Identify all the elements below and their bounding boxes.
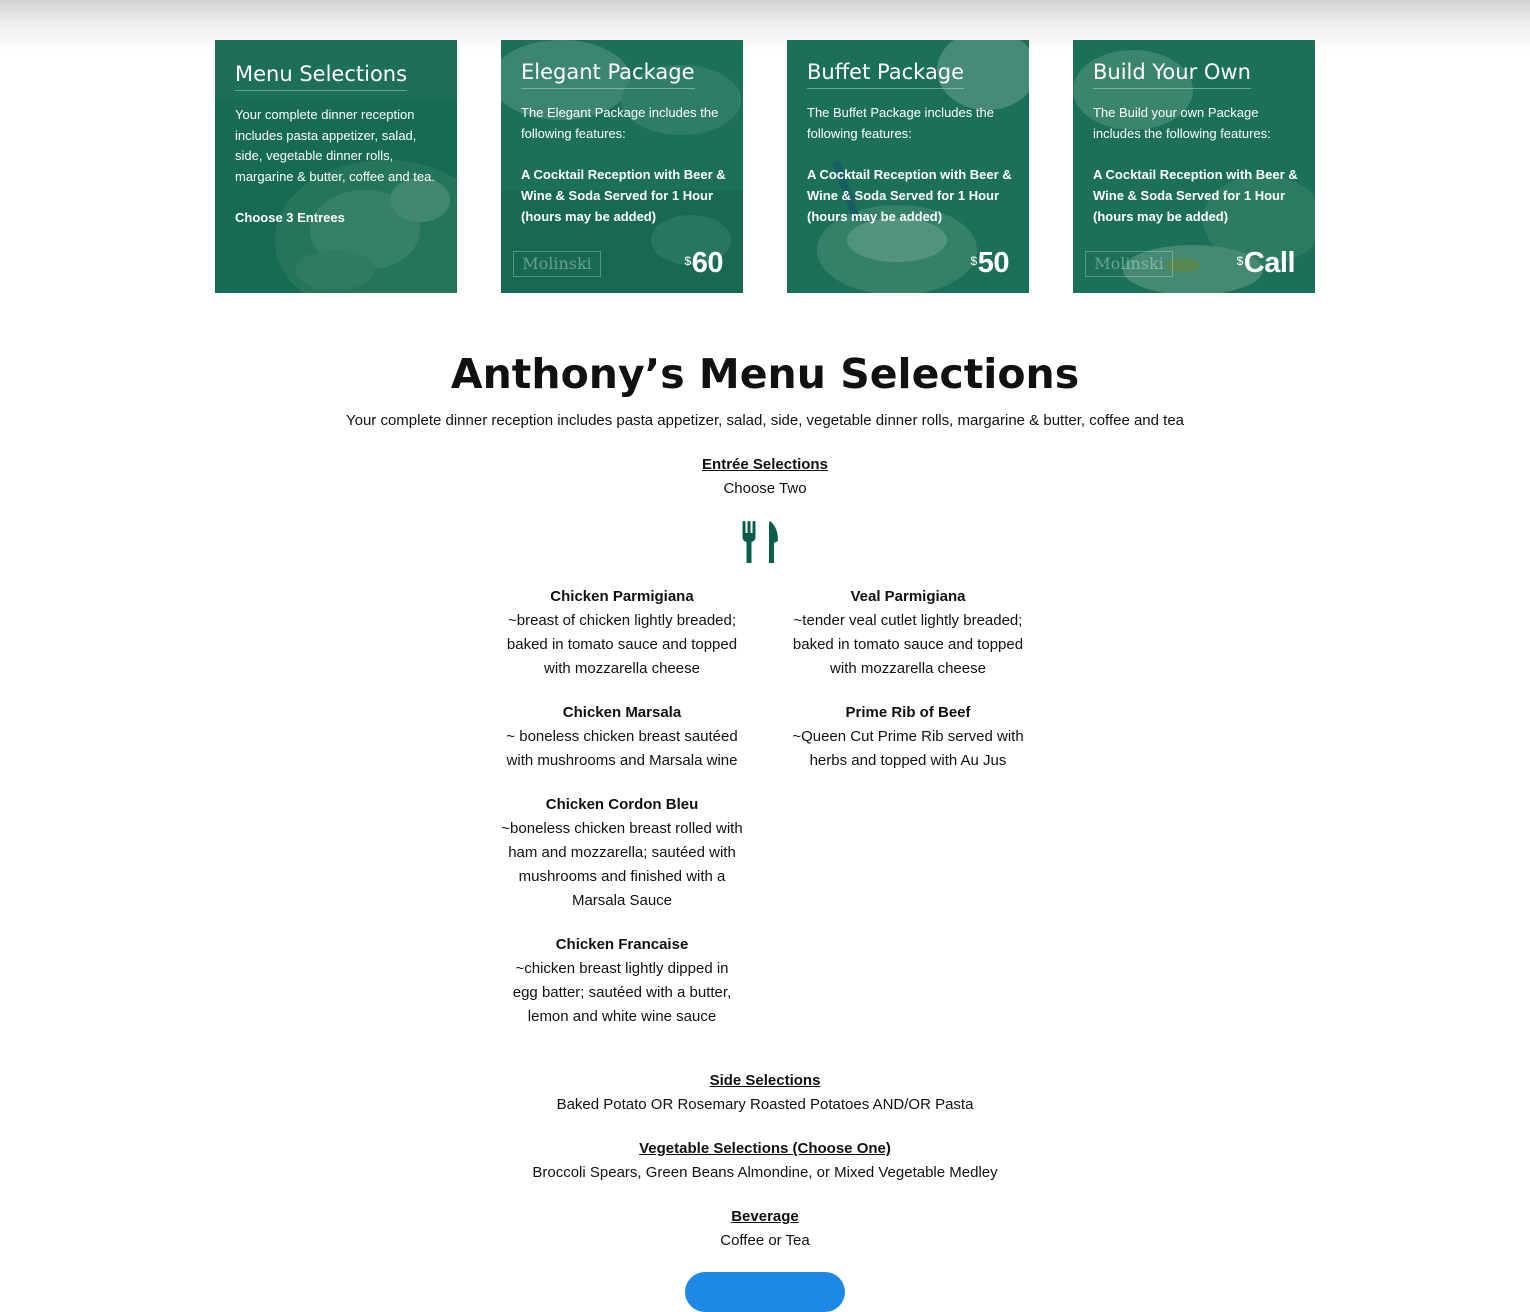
cta-button[interactable]	[685, 1272, 845, 1312]
beverage-heading: Beverage	[731, 1208, 799, 1225]
dish-description: ~tender veal cutlet lightly breaded; baked in tomato sauce and topped with mozzarella cheese	[792, 612, 1024, 677]
card-feature: Choose 3 Entrees	[235, 210, 345, 225]
card-description: Your complete dinner reception includes pasta appetizer, salad, side, vegetable dinner rolls, margarine & butter, coffee and tea.	[235, 107, 435, 184]
dish-item	[497, 701, 747, 773]
card-feature: A Cocktail Reception with Beer & Wine & Soda Served for 1 Hour (hours may be added)	[807, 167, 1012, 224]
card-elegant-package[interactable]	[501, 40, 743, 293]
card-price	[1237, 247, 1295, 279]
card-feature: A Cocktail Reception with Beer & Wine & Soda Served for 1 Hour (hours may be added)	[521, 167, 726, 224]
dish-description: ~breast of chicken lightly breaded; baked in tomato sauce and topped with mozzarella cheese	[506, 612, 738, 677]
card-content	[521, 58, 729, 227]
dish-name: Prime Rib of Beef	[845, 704, 971, 721]
card-description: The Buffet Package includes the following features:	[807, 105, 994, 141]
card-price	[685, 247, 723, 279]
dish-name: Chicken Parmigiana	[550, 588, 694, 605]
menu-intro: Your complete dinner reception includes pasta appetizer, salad, side, vegetable dinner rolls, margarine & butter, coffee and tea	[345, 412, 1185, 429]
dish-description: ~ boneless chicken breast sautéed with mushrooms and Marsala wine	[506, 728, 738, 769]
dish-name: Chicken Marsala	[562, 704, 682, 721]
card-build-your-own[interactable]	[1073, 40, 1315, 293]
card-feature: A Cocktail Reception with Beer & Wine & Soda Served for 1 Hour (hours may be added)	[1093, 167, 1298, 224]
card-content	[807, 58, 1015, 227]
vegetable-text: Broccoli Spears, Green Beans Almondine, or Mixed Vegetable Medley	[532, 1164, 998, 1181]
currency-symbol: $	[970, 254, 977, 268]
dish-name: Veal Parmigiana	[850, 588, 966, 605]
beverage-section	[0, 1205, 1530, 1253]
card-buffet-package[interactable]	[787, 40, 1029, 293]
beverage-text: Coffee or Tea	[720, 1232, 810, 1249]
card-menu-selections[interactable]	[215, 40, 457, 293]
dish-item	[783, 585, 1033, 681]
vegetable-heading: Vegetable Selections (Choose One)	[639, 1140, 891, 1157]
price-value: Call	[1243, 247, 1295, 279]
card-title: Menu Selections	[235, 60, 407, 91]
entree-heading: Entrée Selections	[702, 456, 828, 473]
side-section	[0, 1069, 1530, 1117]
vegetable-section	[0, 1137, 1530, 1185]
fork-knife-icon	[741, 519, 781, 565]
card-content	[235, 60, 443, 228]
dish-item	[497, 933, 747, 1029]
dish-item	[497, 793, 747, 913]
side-heading: Side Selections	[709, 1072, 821, 1089]
entree-section-header	[0, 453, 1530, 501]
card-title: Build Your Own	[1093, 58, 1251, 89]
package-cards	[215, 40, 1315, 293]
currency-symbol: $	[1236, 254, 1243, 268]
dish-description: ~chicken breast lightly dipped in egg batter; sautéed with a butter, lemon and white wine sauce	[512, 960, 732, 1025]
price-value: 50	[977, 247, 1009, 279]
card-title: Elegant Package	[521, 58, 695, 89]
currency-symbol: $	[684, 254, 691, 268]
dish-name: Chicken Cordon Bleu	[545, 796, 699, 813]
watermark-logo: Molinski	[1085, 251, 1173, 277]
side-text: Baked Potato OR Rosemary Roasted Potatoes AND/OR Pasta	[556, 1096, 974, 1113]
entree-column-right	[783, 585, 1033, 793]
card-description: The Elegant Package includes the following features:	[521, 105, 719, 141]
card-price	[971, 247, 1009, 279]
dish-name: Chicken Francaise	[555, 936, 689, 953]
card-description: The Build your own Package includes the following features:	[1093, 105, 1271, 141]
dish-item	[497, 585, 747, 681]
entree-column-left	[497, 585, 747, 1049]
dish-item	[783, 701, 1033, 773]
dish-description: ~Queen Cut Prime Rib served with herbs and topped with Au Jus	[792, 728, 1024, 769]
card-content	[1093, 58, 1301, 227]
dish-description: ~boneless chicken breast rolled with ham and mozzarella; sautéed with mushrooms and finished with a Marsala Sauce	[501, 820, 743, 909]
watermark-logo: Molinski	[513, 251, 601, 277]
card-title: Buffet Package	[807, 58, 964, 89]
page-title: Anthony’s Menu Selections	[450, 350, 1080, 398]
price-value: 60	[691, 247, 723, 279]
entree-note: Choose Two	[723, 480, 807, 497]
